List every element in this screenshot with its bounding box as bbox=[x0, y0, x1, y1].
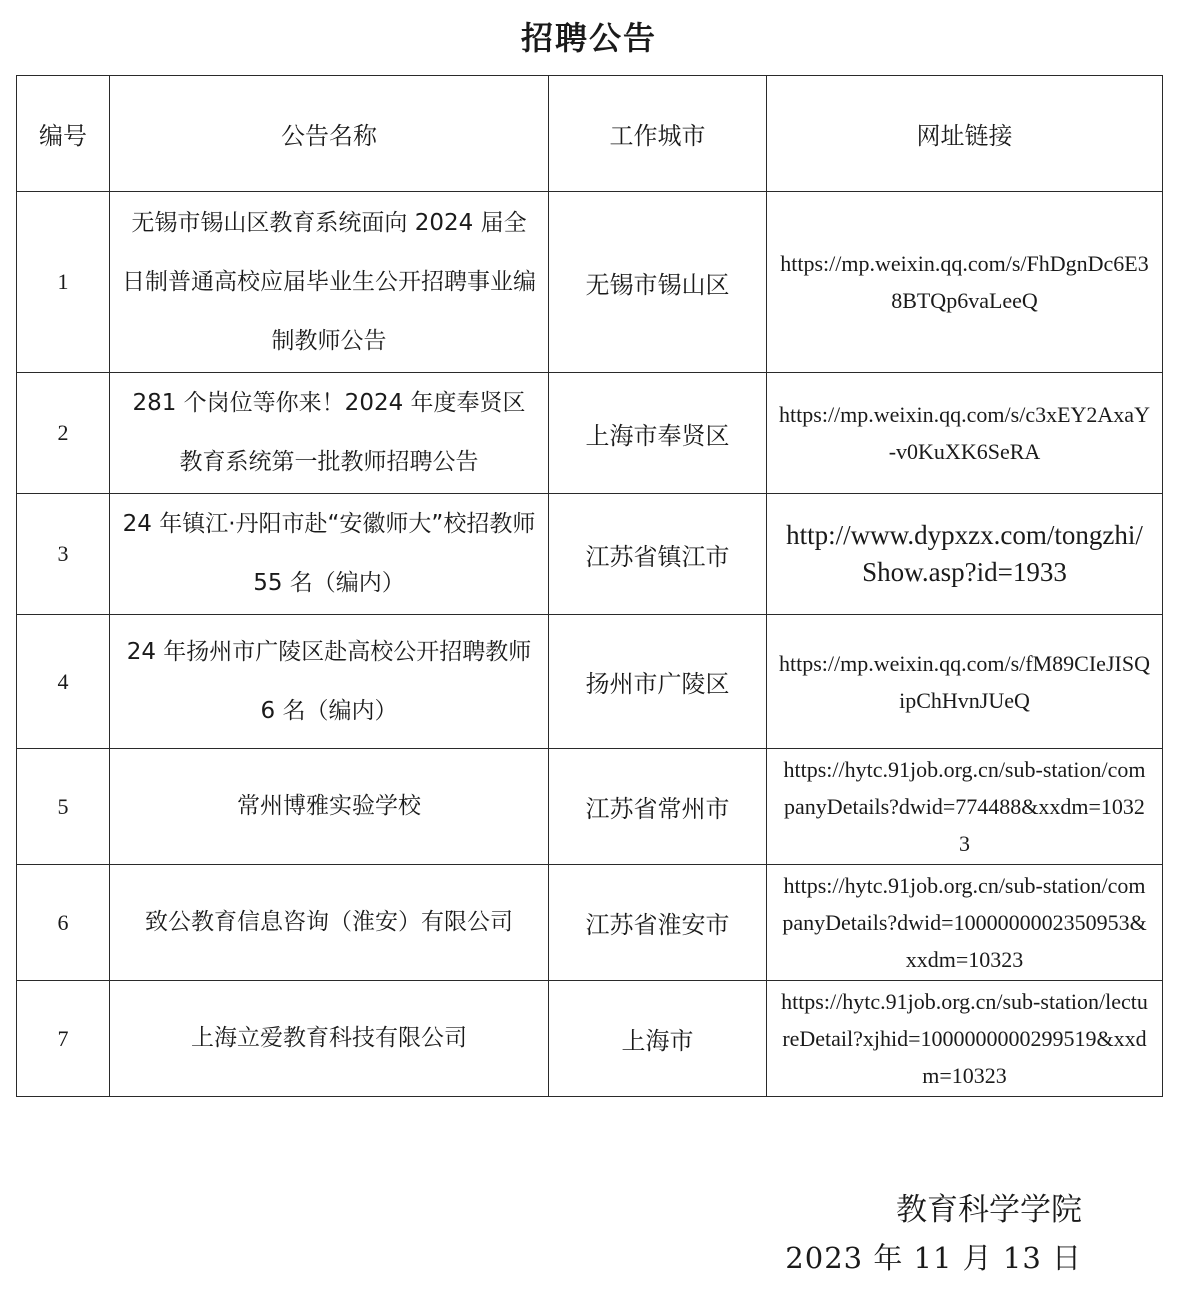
notice-url-link[interactable]: https://mp.weixin.qq.com/s/fM89CIeJISQipChHvnJUeQ bbox=[767, 615, 1163, 749]
table-row bbox=[17, 373, 1163, 494]
notice-name: 无锡市锡山区教育系统面向 2024 届全日制普通高校应届毕业生公开招聘事业编制教师公告 bbox=[110, 192, 549, 373]
table-row bbox=[17, 749, 1163, 865]
work-city: 无锡市锡山区 bbox=[549, 192, 767, 373]
signature-date: 2023 年 11 月 13 日 bbox=[785, 1241, 1082, 1275]
work-city: 江苏省常州市 bbox=[549, 749, 767, 865]
table-header-row bbox=[17, 76, 1163, 192]
header-notice-name: 公告名称 bbox=[110, 76, 549, 192]
header-number: 编号 bbox=[17, 76, 110, 192]
row-number: 6 bbox=[17, 865, 110, 981]
work-city: 扬州市广陵区 bbox=[549, 615, 767, 749]
notice-name: 上海立爱教育科技有限公司 bbox=[110, 981, 549, 1097]
row-number: 4 bbox=[17, 615, 110, 749]
work-city: 江苏省淮安市 bbox=[549, 865, 767, 981]
header-url-link: 网址链接 bbox=[767, 76, 1163, 192]
recruitment-table bbox=[16, 75, 1163, 1097]
page-title: 招聘公告 bbox=[520, 19, 657, 57]
notice-name: 281 个岗位等你来！2024 年度奉贤区教育系统第一批教师招聘公告 bbox=[110, 373, 549, 494]
row-number: 2 bbox=[17, 373, 110, 494]
table-row bbox=[17, 494, 1163, 615]
signature-organization: 教育科学学院 bbox=[896, 1192, 1082, 1228]
work-city: 上海市奉贤区 bbox=[549, 373, 767, 494]
notice-url-link[interactable]: https://hytc.91job.org.cn/sub-station/companyDetails?dwid=774488&xxdm=10323 bbox=[767, 749, 1163, 865]
row-number: 3 bbox=[17, 494, 110, 615]
notice-url-link[interactable]: https://hytc.91job.org.cn/sub-station/lectureDetail?xjhid=1000000000299519&xxdm=10323 bbox=[767, 981, 1163, 1097]
notice-name: 致公教育信息咨询（淮安）有限公司 bbox=[110, 865, 549, 981]
table-row bbox=[17, 865, 1163, 981]
table-row bbox=[17, 192, 1163, 373]
notice-url-link[interactable]: https://hytc.91job.org.cn/sub-station/companyDetails?dwid=1000000002350953&xxdm=10323 bbox=[767, 865, 1163, 981]
notice-url-link[interactable]: https://mp.weixin.qq.com/s/FhDgnDc6E38BTQp6vaLeeQ bbox=[767, 192, 1163, 373]
notice-name: 常州博雅实验学校 bbox=[110, 749, 549, 865]
notice-url-link[interactable]: http://www.dypxzx.com/tongzhi/Show.asp?id=1933 bbox=[767, 494, 1163, 615]
row-number: 1 bbox=[17, 192, 110, 373]
table-row bbox=[17, 615, 1163, 749]
notice-name: 24 年镇江·丹阳市赴“安徽师大”校招教师 55 名（编内） bbox=[110, 494, 549, 615]
work-city: 江苏省镇江市 bbox=[549, 494, 767, 615]
signature-block bbox=[785, 1186, 1082, 1282]
work-city: 上海市 bbox=[549, 981, 767, 1097]
table-row bbox=[17, 981, 1163, 1097]
notice-name: 24 年扬州市广陵区赴高校公开招聘教师 6 名（编内） bbox=[110, 615, 549, 749]
notice-url-link[interactable]: https://mp.weixin.qq.com/s/c3xEY2AxaY-v0KuXK6SeRA bbox=[767, 373, 1163, 494]
header-work-city: 工作城市 bbox=[549, 76, 767, 192]
row-number: 7 bbox=[17, 981, 110, 1097]
row-number: 5 bbox=[17, 749, 110, 865]
